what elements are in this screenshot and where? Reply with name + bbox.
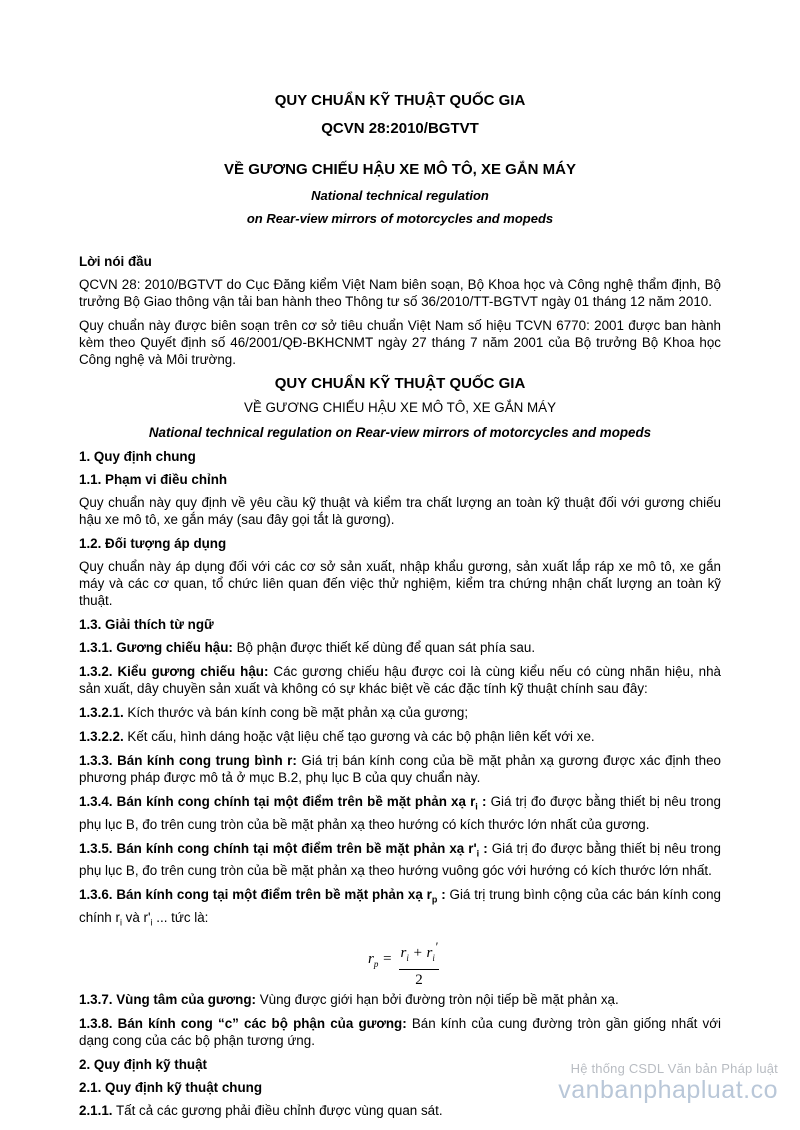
definition-1-3-1: [79, 639, 721, 656]
definition-1-3-3: [79, 752, 721, 786]
formula-denominator: 2: [415, 971, 423, 988]
definition-text: Giá trị bán kính cong của bề mặt phản xạ gương được xác định theo phương pháp được mô tả ở mục B.2, phụ lục B của quy chuẩn này.: [79, 753, 721, 785]
definition-1-3-6: 1.3.6. Bán kính cong tại một điểm trên bề mặt phản xạ $r_p$ : Giá trị trung bình cộng của các bán kính cong chính $r_i$ và $r'_i$ ... tức là:: [79, 887, 721, 928]
definition-text: Bán kính của cung đường tròn gần giống nhất với dạng cong của các bộ phận tương ứng.: [79, 1015, 721, 1048]
term: 1.3.6. Bán kính cong tại một điểm trên bề mặt phản xạ $r_p$ :: [79, 887, 446, 906]
section-heading: 1.3. Giải thích từ ngữ: [79, 617, 214, 632]
body-title: QUY CHUẨN KỸ THUẬT QUỐC GIA: [274, 375, 526, 392]
section-paragraph: Quy chuẩn này quy định về yêu cầu kỹ thuật và kiểm tra chất lượng an toàn kỹ thuật đối với gương chiếu hậu xe mô tô, xe gắn máy (sau đây gọi tắt là gương).: [79, 495, 721, 527]
foreword-paragraph: Quy chuẩn này được biên soạn trên cơ sở tiêu chuẩn Việt Nam số hiệu TCVN 6770: 2001 được ban hành kèm theo Quyết định số 46/2001/QĐ-BKHCNMT ngày 27 tháng 7 năm 2001 của Bộ trưởng Bộ Khoa học Công nghệ và Môi trường.: [79, 318, 721, 367]
definition-text: Bộ phận được thiết kế dùng để quan sát phía sau.: [232, 640, 536, 655]
section-heading: 2. Quy định kỹ thuật: [79, 1056, 207, 1072]
term: 1.3.4. Bán kính cong chính tại một điểm trên bề mặt phản xạ $r_i$ :: [79, 794, 487, 812]
doc-subject: VỀ GƯƠNG CHIẾU HẬU XE MÔ TÔ, XE GẮN MÁY: [224, 161, 576, 178]
term: 1.3.2. Kiểu gương chiếu hậu:: [79, 664, 269, 679]
document-page: [79, 92, 721, 1126]
doc-english-title-1: National technical regulation: [311, 188, 489, 203]
section-heading: 2.1. Quy định kỹ thuật chung: [79, 1079, 263, 1095]
definition-1-3-2-2: [79, 728, 721, 745]
formula-fraction: [399, 939, 439, 989]
definition-text: Vùng được giới hạn bởi đường tròn nội tiếp bề mặt phản xạ.: [255, 991, 619, 1007]
definition-1-3-2: [79, 663, 721, 697]
definition-text: Tất cả các gương phải điều chỉnh được vùng quan sát.: [112, 1102, 443, 1118]
term: 1.3.3. Bán kính cong trung bình r:: [79, 753, 297, 768]
doc-title: QUY CHUẨN KỸ THUẬT QUỐC GIA: [274, 92, 526, 109]
body-english-title: National technical regulation on Rear-view mirrors of motorcycles and mopeds: [148, 425, 652, 440]
definition-text: Kết cấu, hình dáng hoặc vật liệu chế tạo gương và các bộ phận liên kết với xe.: [123, 729, 595, 744]
section-heading: 1.2. Đối tượng áp dụng: [79, 536, 227, 551]
foreword-heading: Lời nói đầu: [79, 254, 152, 269]
term: 1.3.8. Bán kính cong “c” các bộ phận của gương:: [79, 1015, 407, 1031]
foreword-paragraph: QCVN 28: 2010/BGTVT do Cục Đăng kiểm Việt Nam biên soạn, Bộ Khoa học và Công nghệ thẩm định, Bộ trưởng Bộ Giao thông vận tải ban hành theo Thông tư số 36/2010/TT-BGTVT ngày 01 tháng 12 năm 2010.: [79, 277, 721, 309]
formula-rp: [79, 939, 721, 988]
definition-1-3-4: [79, 793, 721, 833]
definition-1-3-7: [79, 991, 721, 1008]
definition-1-3-2-1: [79, 704, 721, 721]
definition-text: Giá trị đo được bằng thiết bị nêu trong phụ lục B, đo trên cung tròn của bề mặt phản xạ theo hướng vuông góc với hướng có kích thước lớn nhất.: [79, 840, 721, 879]
definition-text: Giá trị đo được bằng thiết bị nêu trong phụ lục B, đo trên cung tròn của bề mặt phản xạ theo hướng có kích thước lớn nhất của gương.: [79, 794, 721, 832]
formula-lhs: $r_p$ =: [368, 950, 393, 969]
term: 1.3.7. Vùng tâm của gương:: [79, 991, 256, 1007]
doc-code: QCVN 28:2010/BGTVT: [321, 120, 479, 137]
section-heading: 1.1. Phạm vi điều chỉnh: [79, 472, 228, 487]
section-paragraph: Quy chuẩn này áp dụng đối với các cơ sở sản xuất, nhập khẩu gương, sản xuất lắp ráp xe mô tô, xe gắn máy và các cơ quan, tổ chức liên quan đến việc thử nghiệm, kiểm tra chứng nhận chất lượng an toàn kỹ thuật.: [79, 559, 721, 608]
definition-text: Kích thước và bán kính cong bề mặt phản xạ của gương;: [123, 705, 469, 720]
term: 1.3.5. Bán kính cong chính tại một điểm trên bề mặt phản xạ $r'_i$ :: [79, 840, 488, 859]
body-subtitle: VỀ GƯƠNG CHIẾU HẬU XE MÔ TÔ, XE GẮN MÁY: [243, 400, 557, 415]
watermark-site: vanbanphapluat.co: [558, 1076, 778, 1104]
term: 1.3.1. Gương chiếu hậu:: [79, 640, 233, 655]
term: 2.1.1.: [79, 1102, 113, 1118]
formula-numerator: $r_i + r_i'$: [399, 939, 439, 970]
term: 1.3.2.1.: [79, 705, 124, 720]
definition-1-3-8: [79, 1015, 721, 1049]
doc-english-title-2: on Rear-view mirrors of motorcycles and mopeds: [246, 211, 554, 226]
term: 1.3.2.2.: [79, 729, 124, 744]
watermark-caption: Hệ thống CSDL Văn bản Pháp luật: [570, 1061, 778, 1076]
section-heading: 1. Quy định chung: [79, 449, 196, 464]
definition-1-3-5: [79, 840, 721, 880]
definition-text: Các gương chiếu hậu được coi là cùng kiểu nếu có cùng nhãn hiệu, nhà sản xuất, dây chuyền sản xuất và không có sự khác biệt về các đặc tính kỹ thuật chính sau đây:: [79, 664, 721, 696]
